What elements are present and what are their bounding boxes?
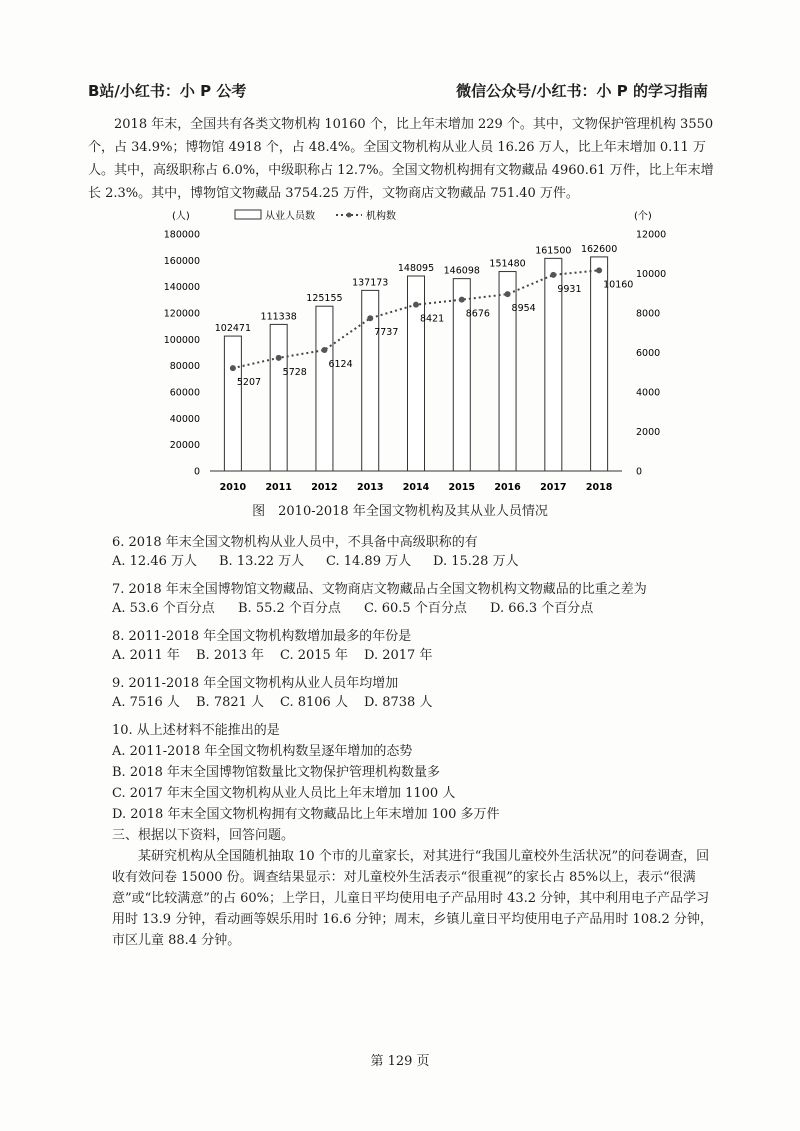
x-tick-label: 2014	[402, 482, 430, 493]
question-8	[112, 627, 732, 665]
x-tick-label: 2012	[311, 482, 338, 493]
right-unit: (个)	[634, 211, 652, 222]
x-tick-label: 2015	[448, 482, 476, 493]
bar-value-label: 161500	[535, 245, 572, 257]
option-a: A. 53.6 个百分点	[112, 601, 215, 616]
legend-line-marker	[347, 213, 352, 218]
line-point	[413, 302, 419, 308]
line-point	[276, 355, 282, 361]
line-value-label: 6124	[328, 359, 353, 371]
line-point	[505, 291, 511, 297]
right-axis-ticks	[636, 230, 666, 478]
option-c: C. 8106 人	[280, 695, 348, 710]
question-stem: 10. 从上述材料不能推出的是	[112, 723, 280, 738]
right-tick-label: 4000	[636, 387, 661, 399]
x-tick-label: 2016	[494, 482, 521, 493]
bar-value-label: 125155	[306, 293, 343, 305]
question-stem: 6. 2018 年末全国文物机构从业人员中，不具备中高级职称的有	[112, 535, 478, 550]
question-stem: 8. 2011-2018 年全国文物机构数增加最多的年份是	[112, 629, 412, 644]
question-7	[112, 580, 732, 618]
chart-legend	[235, 209, 396, 222]
question-options	[112, 693, 732, 712]
question-stem: 9. 2011-2018 年全国文物机构从业人员年均增加	[112, 676, 399, 691]
line-value-label: 8676	[465, 308, 490, 320]
line-value-label: 7737	[374, 327, 399, 339]
question-options	[112, 599, 732, 618]
page-number: 第 129 页	[370, 1054, 430, 1069]
option-d: D. 8738 人	[364, 695, 433, 710]
line-point	[321, 347, 327, 353]
right-tick-label: 6000	[636, 348, 661, 359]
line-value-label: 8954	[511, 303, 536, 315]
x-tick-label: 2018	[585, 482, 613, 493]
option-d: D. 2018 年末全国文物机构拥有文物藏品比上年末增加 100 多万件	[112, 807, 500, 822]
line-point	[230, 365, 236, 371]
intro-paragraph: 2018 年末，全国共有各类文物机构 10160 个，比上年末增加 229 个。其中，文物保护管理机构 3550 个，占 34.9%；博物馆 4918 个，占 48.4%。全国文物机构从业人员 16.26 万人，比上年末增加 0.11 万人。其中，高级职称占 6.0%，中级职称占 12.7%。全国文物机构拥有文物藏品 4960.61 万件，比上年末增长 2.3%。其中，博物馆文物藏品 3754.25 万件，文物商店文物藏品 751.40 万件。	[88, 117, 714, 201]
line-point	[596, 267, 602, 273]
legend-line-label: 机构数	[366, 211, 396, 222]
line-value-label: 9931	[557, 283, 582, 295]
bar	[224, 336, 241, 471]
left-tick-label: 80000	[169, 361, 200, 373]
line-series	[230, 267, 633, 388]
bar-value-label: 162600	[580, 243, 618, 255]
header-left: B站/小红书：小 P 公考	[88, 82, 247, 100]
x-tick-label: 2017	[540, 482, 567, 493]
option-b: B. 7821 人	[196, 695, 265, 710]
option-a: A. 2011 年	[112, 648, 180, 663]
question-10	[112, 720, 732, 846]
left-unit: (人)	[172, 211, 190, 222]
bar	[499, 272, 516, 471]
x-tick-label: 2011	[265, 482, 292, 493]
question-6	[112, 533, 732, 571]
x-tick-label: 2013	[356, 482, 384, 493]
option-b: B. 13.22 万人	[219, 554, 305, 569]
question-options	[112, 552, 732, 571]
bar-value-label: 151480	[489, 258, 526, 270]
left-tick-label: 160000	[163, 255, 200, 267]
line-point	[459, 297, 465, 303]
left-tick-label: 20000	[169, 440, 200, 452]
bar	[270, 324, 287, 471]
option-b: B. 2018 年末全国博物馆数量比文物保护管理机构数量多	[112, 765, 441, 780]
left-tick-label: 140000	[163, 282, 200, 294]
option-d: D. 15.28 万人	[433, 554, 519, 569]
bar-value-label: 102471	[214, 323, 252, 335]
legend-bar-label: 从业人员数	[265, 211, 315, 222]
left-tick-label: 180000	[163, 229, 200, 241]
bar-value-label: 111338	[260, 311, 297, 323]
bar-series	[215, 244, 617, 471]
bar	[316, 306, 333, 471]
left-tick-label: 40000	[169, 413, 200, 425]
section-heading: 三、根据以下资料，回答问题。	[112, 828, 295, 843]
option-d: D. 66.3 个百分点	[490, 601, 594, 616]
chart	[140, 203, 680, 498]
option-b: B. 55.2 个百分点	[238, 601, 341, 616]
line-point	[550, 272, 556, 278]
left-tick-label: 120000	[163, 308, 200, 320]
x-axis-labels	[220, 482, 613, 493]
option-b: B. 2013 年	[196, 648, 265, 663]
chart-caption: 图 2010-2018 年全国文物机构及其从业人员情况	[252, 504, 548, 519]
line-value-label: 5207	[236, 377, 262, 389]
legend-bar-swatch	[235, 210, 261, 219]
x-tick-label: 2010	[219, 482, 247, 493]
right-tick-label: 0	[636, 466, 643, 478]
option-c: C. 14.89 万人	[326, 554, 412, 569]
left-tick-label: 100000	[163, 334, 200, 346]
question-9	[112, 674, 732, 712]
left-tick-label: 0	[193, 466, 200, 478]
line-value-label: 5728	[282, 366, 307, 378]
option-a: A. 2011-2018 年全国文物机构数呈逐年增加的态势	[112, 744, 413, 759]
option-a: A. 12.46 万人	[112, 554, 198, 569]
line-point	[367, 315, 373, 321]
option-c: C. 2017 年末全国文物机构从业人员比上年末增加 1100 人	[112, 786, 456, 801]
left-tick-label: 60000	[169, 387, 200, 399]
question-options	[112, 646, 732, 665]
right-tick-label: 2000	[636, 427, 661, 438]
left-axis-ticks	[164, 230, 200, 478]
right-tick-label: 8000	[636, 308, 661, 320]
bar-value-label: 148095	[397, 263, 435, 275]
option-c: C. 2015 年	[280, 648, 348, 663]
right-tick-label: 10000	[636, 269, 667, 280]
header-right: 微信公众号/小红书：小 P 的学习指南	[456, 82, 708, 100]
bar	[453, 279, 470, 471]
line-value-label: 8421	[420, 313, 445, 325]
question-stem: 7. 2018 年末全国博物馆文物藏品、文物商店文物藏品占全国文物机构文物藏品的比重之差为	[112, 582, 647, 597]
option-d: D. 2017 年	[364, 648, 433, 663]
option-c: C. 60.5 个百分点	[364, 601, 467, 616]
option-a: A. 7516 人	[112, 695, 180, 710]
right-tick-label: 12000	[636, 229, 667, 241]
line-value-label: 10160	[603, 279, 634, 291]
bar-value-label: 146098	[443, 265, 480, 277]
bar-value-label: 137173	[352, 277, 389, 289]
material-paragraph: 某研究机构从全国随机抽取 10 个市的儿童家长，对其进行“我国儿童校外生活状况”的问卷调查，回收有效问卷 15000 份。调查结果显示：对儿童校外生活表示“很重视”的家长占 85%以上，表示“很满意”或“比较满意”的占 60%；上学日，儿童日平均使用电子产品用时 43.2 分钟，其中利用电子产品学习用时 13.9 分钟，看动画等娱乐用时 16.6 分钟；周末，乡镇儿童日平均使用电子产品用时 108.2 分钟，市区儿童 88.4 分钟。	[112, 849, 713, 948]
